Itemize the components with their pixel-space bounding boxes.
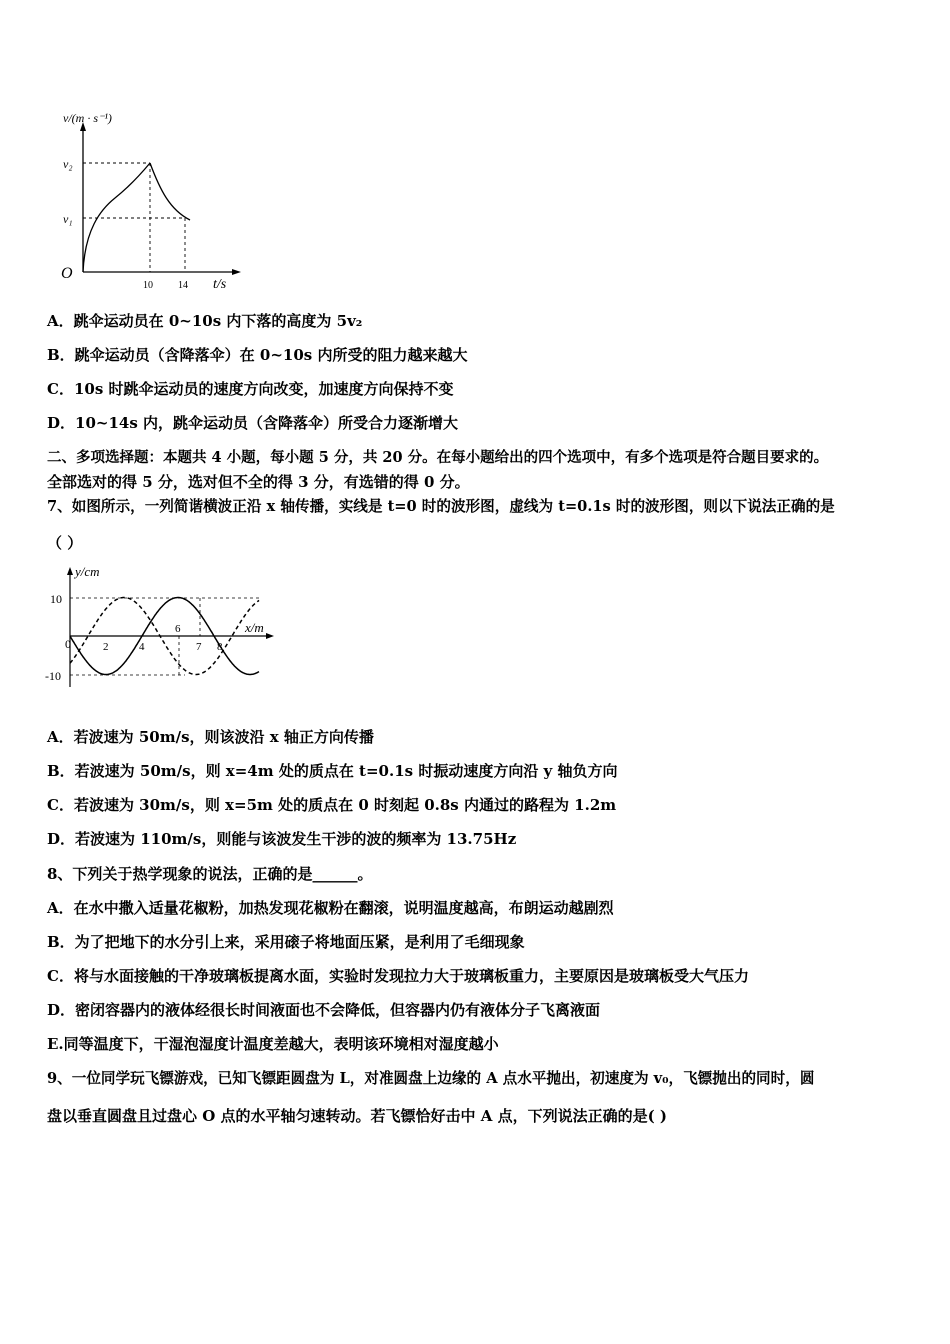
section-2-scoring: 全部选对的得 5 分，选对但不全的得 3 分，有选错的得 0 分。: [47, 473, 470, 491]
wave-graph: [45, 562, 275, 692]
q7-option-c: C．若波速为 30m/s，则 x=5m 处的质点在 0 时刻起 0.8s 内通过的路程为 1.2m: [47, 796, 617, 814]
velocity-time-graph: [55, 100, 255, 295]
q6-option-b: B．跳伞运动员（含降落伞）在 0~10s 内所受的阻力越来越大: [47, 346, 468, 364]
q6-option-c: C．10s 时跳伞运动员的速度方向改变，加速度方向保持不变: [47, 380, 454, 398]
q8-stem: 8、下列关于热学现象的说法，正确的是______。: [47, 865, 373, 883]
tick-14-label: 14: [178, 280, 188, 291]
q7-option-b: B．若波速为 50m/s，则 x=4m 处的质点在 t=0.1s 时振动速度方向沿 y 轴负方向: [47, 762, 618, 780]
q6-option-a: A．跳伞运动员在 0~10s 内下落的高度为 5v₂: [47, 312, 363, 330]
section-2-heading: 二、多项选择题：本题共 4 小题，每小题 5 分，共 20 分。在每小题给出的四个选项中，有多个选项是符合题目要求的。: [47, 449, 829, 466]
y-pos-label: 10: [50, 592, 62, 606]
q7-option-a: A．若波速为 50m/s，则该波沿 x 轴正方向传播: [47, 728, 374, 746]
x-axis-arrow: [266, 633, 274, 639]
q8-option-a: A．在水中撒入适量花椒粉，加热发现花椒粉在翻滚，说明温度越高，布朗运动越剧烈: [47, 899, 614, 917]
x-axis-arrow: [232, 269, 241, 275]
tick-6-label: 6: [175, 623, 181, 635]
q6-option-d: D．10~14s 内，跳伞运动员（含降落伞）所受合力逐渐增大: [47, 414, 458, 432]
tick-10-label: 10: [143, 280, 153, 291]
q9-stem-line1: 9、一位同学玩飞镖游戏，已知飞镖距圆盘为 L，对准圆盘上边缘的 A 点水平抛出，初速度为 v₀，飞镖抛出的同时，圆: [47, 1070, 815, 1087]
q7-stem-paren: （ ）: [47, 534, 83, 552]
q8-option-b: B．为了把地下的水分引上来，采用磙子将地面压紧，是利用了毛细现象: [47, 933, 525, 951]
y-axis-label: v/(m · s⁻¹): [63, 111, 112, 125]
x-axis-label: x/m: [245, 620, 264, 635]
q8-option-c: C．将与水面接触的干净玻璃板提离水面，实验时发现拉力大于玻璃板重力，主要原因是玻璃板受大气压力: [47, 967, 749, 985]
q8-option-e: E.同等温度下，干湿泡湿度计温度差越大，表明该环境相对湿度越小: [47, 1035, 499, 1053]
tick-8-label: 8: [217, 641, 223, 653]
velocity-curve: [83, 163, 190, 272]
tick-2-label: 2: [103, 641, 109, 653]
q7-option-d: D．若波速为 110m/s，则能与该波发生干涉的波的频率为 13.75Hz: [47, 830, 517, 848]
y-axis-arrow: [67, 567, 73, 575]
q7-stem: 7、如图所示，一列简谐横波正沿 x 轴传播，实线是 t=0 时的波形图，虚线为 t=0.1s 时的波形图，则以下说法正确的是: [47, 498, 835, 515]
x-axis-label: t/s: [213, 277, 227, 292]
y-neg-label: -10: [45, 669, 61, 683]
q8-option-d: D．密闭容器内的液体经很长时间液面也不会降低，但容器内仍有液体分子飞离液面: [47, 1001, 601, 1019]
origin-label: 0: [65, 637, 71, 651]
y-axis-label: y/cm: [75, 564, 100, 579]
q9-stem-line2: 盘以垂直圆盘且过盘心 O 点的水平轴匀速转动。若飞镖恰好击中 A 点，下列说法正确的是( ): [47, 1107, 668, 1125]
v2-label: v₂: [63, 157, 73, 171]
tick-4-label: 4: [139, 641, 145, 653]
v1-label: v₁: [63, 212, 73, 226]
origin-label: O: [61, 265, 73, 282]
tick-7-label: 7: [196, 641, 202, 653]
